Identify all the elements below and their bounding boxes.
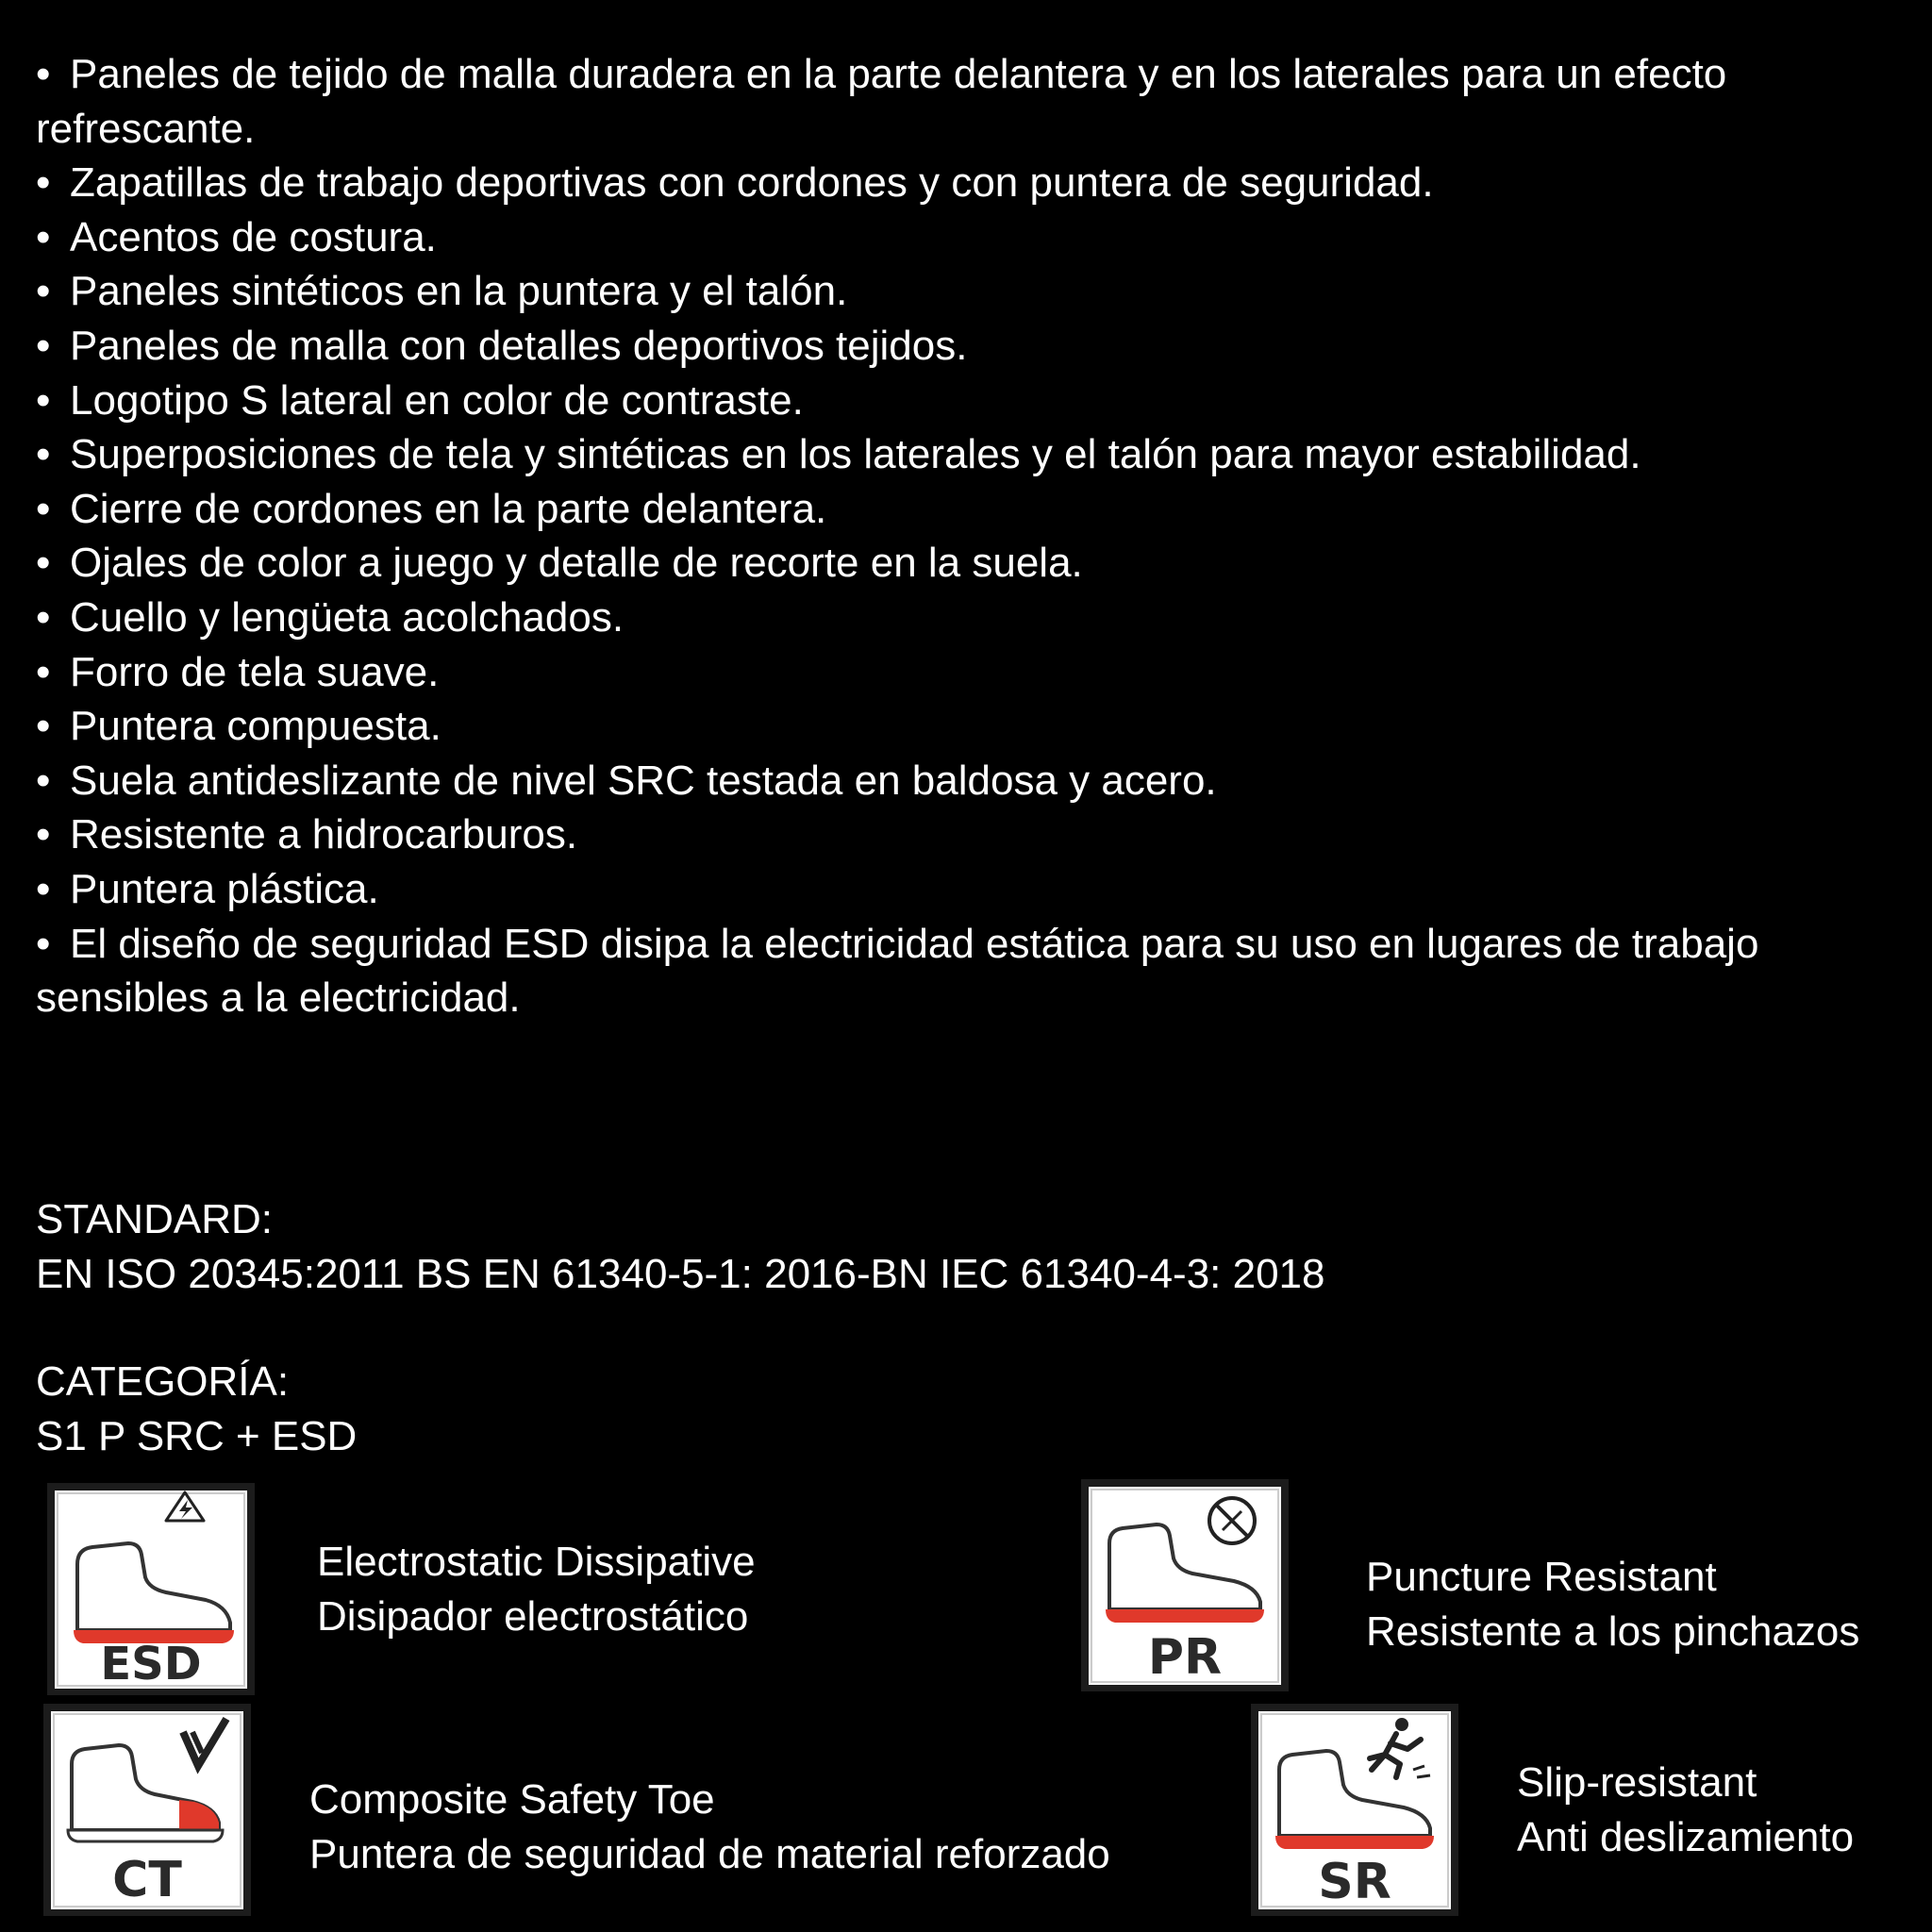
feature-item: • Ojales de color a juego y detalle de recorte en la suela.: [36, 540, 1083, 587]
feature-item: • Paneles de malla con detalles deportivos tejidos.: [36, 322, 968, 369]
category-label: CATEGORÍA:: [36, 1358, 290, 1405]
feature-item: • Superposiciones de tela y sintéticas en los laterales y el talón para mayor estabilidad.: [36, 431, 1641, 478]
sr-label-es: Anti deslizamiento: [1517, 1813, 1855, 1860]
feature-item: • Paneles de tejido de malla duradera en la parte delantera y en los laterales para un efecto refrescante.: [36, 51, 1727, 152]
ct-label-en: Composite Safety Toe: [309, 1775, 715, 1823]
pr-code-text: PR: [1147, 1628, 1223, 1685]
esd-boot-icon: [47, 1483, 255, 1695]
pr-label-en: Puncture Resistant: [1366, 1553, 1717, 1600]
badge-ct: [43, 1704, 1110, 1916]
esd-code-text: ESD: [100, 1637, 202, 1689]
badge-pr: [1081, 1479, 1859, 1691]
feature-item: • Cuello y lengüeta acolchados.: [36, 593, 625, 641]
feature-item: • Paneles sintéticos en la puntera y el talón.: [36, 268, 848, 315]
ct-label-es: Puntera de seguridad de material reforzado: [309, 1830, 1110, 1877]
feature-item: • Cierre de cordones en la parte delantera.: [36, 485, 827, 532]
sr-description: [1517, 1756, 1854, 1865]
pr-description: [1366, 1550, 1859, 1659]
esd-label-en: Electrostatic Dissipative: [317, 1538, 756, 1585]
sr-label-en: Slip-resistant: [1517, 1758, 1757, 1806]
standard-section: [36, 1192, 1325, 1301]
category-section: [36, 1355, 357, 1463]
standard-label: STANDARD:: [36, 1196, 273, 1242]
ct-description: [309, 1773, 1110, 1882]
feature-item: • Resistente a hidrocarburos.: [36, 811, 578, 858]
feature-item: • Zapatillas de trabajo deportivas con cordones y con puntera de seguridad.: [36, 159, 1434, 207]
esd-label-es: Disipador electrostático: [317, 1592, 749, 1640]
feature-item: • Acentos de costura.: [36, 213, 437, 260]
feature-item: • Puntera plástica.: [36, 865, 379, 912]
feature-item: • Forro de tela suave.: [36, 648, 440, 695]
feature-item: • Logotipo S lateral en color de contraste.: [36, 376, 804, 424]
feature-item: • Puntera compuesta.: [36, 703, 441, 750]
standard-value: EN ISO 20345:2011 BS EN 61340-5-1: 2016-BN IEC 61340-4-3: 2018: [36, 1250, 1325, 1297]
feature-list: [36, 47, 1904, 1025]
badge-esd: [47, 1483, 756, 1695]
pr-boot-icon: [1081, 1479, 1289, 1691]
pr-label-es: Resistente a los pinchazos: [1366, 1607, 1860, 1655]
badge-sr: [1251, 1704, 1854, 1916]
feature-item: • El diseño de seguridad ESD disipa la electricidad estática para su uso en lugares de trabajo sensibles a la electricidad.: [36, 920, 1759, 1022]
ct-code-text: CT: [112, 1851, 182, 1908]
ct-boot-icon: [43, 1704, 251, 1916]
sr-code-text: SR: [1318, 1853, 1391, 1909]
esd-description: [317, 1535, 756, 1644]
feature-item: • Suela antideslizante de nivel SRC testada en baldosa y acero.: [36, 757, 1217, 804]
sr-boot-icon: [1251, 1704, 1458, 1916]
category-value: S1 P SRC + ESD: [36, 1412, 358, 1459]
